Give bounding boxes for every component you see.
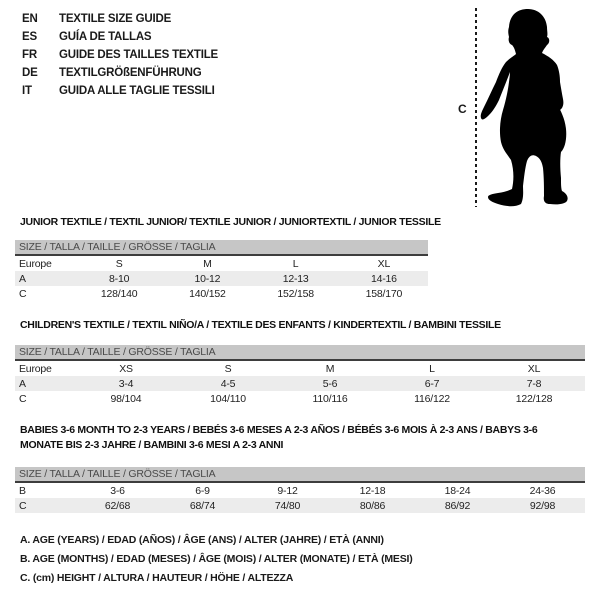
language-row xyxy=(22,82,218,100)
language-row xyxy=(22,46,218,64)
cell-value: 7-8 xyxy=(526,377,542,390)
junior-size-table xyxy=(15,240,428,301)
table-row xyxy=(15,498,585,513)
cell-value: 12-13 xyxy=(282,272,309,285)
cell-value: 10-12 xyxy=(194,272,221,285)
cell-value: 110/116 xyxy=(312,392,348,405)
cell-value: S xyxy=(115,257,123,270)
cell-value: 4-5 xyxy=(220,377,236,390)
cell-value: 8-10 xyxy=(109,272,130,285)
language-legend xyxy=(22,10,218,100)
babies-size-table xyxy=(15,467,585,513)
cell-value: 3-6 xyxy=(110,484,125,497)
row-label: A xyxy=(19,377,26,390)
table-row xyxy=(15,256,428,271)
cell-value: S xyxy=(224,362,232,375)
table-row xyxy=(15,286,428,301)
cell-value: M xyxy=(203,257,212,270)
baby-silhouette xyxy=(481,9,568,206)
note-age-months: B. AGE (MONTHS) / EDAD (MESES) / ÂGE (MOIS) / ALTER (MONATE) / ETÀ (MESI) xyxy=(20,553,413,565)
cell-value: XL xyxy=(377,257,391,270)
cell-value: L xyxy=(429,362,435,375)
cell-value: 128/140 xyxy=(100,287,138,300)
language-title: GUIDE DES TAILLES TEXTILE xyxy=(59,49,218,61)
cell-value: 104/110 xyxy=(210,392,246,405)
cell-value: 158/170 xyxy=(365,287,403,300)
babies-table-rows xyxy=(15,483,585,513)
size-header-band: SIZE / TALLA / TAILLE / GRÖSSE / TAGLIA xyxy=(15,345,585,361)
cell-value: 12-18 xyxy=(359,484,386,497)
row-label: A xyxy=(19,272,26,285)
cell-value: 68/74 xyxy=(189,499,216,512)
row-label: Europe xyxy=(19,257,52,270)
row-label: Europe xyxy=(19,362,52,375)
cell-value: 6-7 xyxy=(424,377,440,390)
note-height: C. (cm) HEIGHT / ALTURA / HAUTEUR / HÖHE / ALTEZZA xyxy=(20,572,294,584)
language-title: GUIDA ALLE TAGLIE TESSILI xyxy=(59,85,215,97)
cell-value: 86/92 xyxy=(444,499,471,512)
cell-value: 14-16 xyxy=(370,272,397,285)
language-title: TEXTILGRÖßENFÜHRUNG xyxy=(59,67,202,79)
language-row xyxy=(22,10,218,28)
cell-value: 98/104 xyxy=(110,392,142,405)
children-table-rows xyxy=(15,361,585,406)
cell-value: 18-24 xyxy=(444,484,471,497)
cell-value: 74/80 xyxy=(274,499,301,512)
table-row xyxy=(15,271,428,286)
junior-table-title: JUNIOR TEXTILE / TEXTIL JUNIOR/ TEXTILE JUNIOR / JUNIORTEXTIL / JUNIOR TESSILE xyxy=(20,216,441,228)
cell-value: 9-12 xyxy=(277,484,298,497)
language-title: TEXTILE SIZE GUIDE xyxy=(59,13,172,25)
cell-value: 122/128 xyxy=(515,392,553,405)
cell-value: M xyxy=(325,362,335,375)
language-title: GUÍA DE TALLAS xyxy=(59,31,152,43)
cell-value: 62/68 xyxy=(104,499,131,512)
legend-notes xyxy=(20,531,413,588)
language-code: DE xyxy=(22,67,38,79)
height-figure xyxy=(450,0,600,215)
cell-value: XL xyxy=(527,362,541,375)
cell-value: 5-6 xyxy=(322,377,338,390)
row-label: C xyxy=(19,499,27,512)
size-header-band: SIZE / TALLA / TAILLE / GRÖSSE / TAGLIA xyxy=(15,240,428,256)
language-code: ES xyxy=(22,31,37,43)
row-label: C xyxy=(19,392,27,405)
note-age-years: A. AGE (YEARS) / EDAD (AÑOS) / ÂGE (ANS) / ALTER (JAHRE) / ETÀ (ANNI) xyxy=(20,534,384,546)
children-table-title: CHILDREN'S TEXTILE / TEXTIL NIÑO/A / TEXTILE DES ENFANTS / KINDERTEXTIL / BAMBINI TESSILE xyxy=(20,319,501,331)
babies-table-title: BABIES 3-6 MONTH TO 2-3 YEARS / BEBÉS 3-6 MESES A 2-3 AÑOS / BÉBÉS 3-6 MOIS À 2-3 ANS / BABYS 3-6 MONATE BIS 2-3 JAHRE / BAMBINI 3-6 MESI A 2-3 ANNI xyxy=(20,424,538,451)
language-code: EN xyxy=(22,13,38,25)
cell-value: 140/152 xyxy=(189,287,226,300)
cell-value: 152/158 xyxy=(277,287,314,300)
cell-value: 3-4 xyxy=(118,377,134,390)
language-row xyxy=(22,64,218,82)
cell-value: 80/86 xyxy=(359,499,386,512)
height-measure-label: C xyxy=(458,102,467,116)
cell-value: 24-36 xyxy=(529,484,556,497)
table-row xyxy=(15,391,585,406)
cell-value: 116/122 xyxy=(414,392,450,405)
cell-value: XS xyxy=(119,362,133,375)
language-code: FR xyxy=(22,49,37,61)
cell-value: 6-9 xyxy=(195,484,210,497)
toddler-silhouette-svg xyxy=(470,0,600,215)
row-label: C xyxy=(19,287,27,300)
language-row xyxy=(22,28,218,46)
size-header-band: SIZE / TALLA / TAILLE / GRÖSSE / TAGLIA xyxy=(15,467,585,483)
language-code: IT xyxy=(22,85,32,97)
table-row xyxy=(15,361,585,376)
row-label: B xyxy=(19,484,26,497)
junior-table-rows xyxy=(15,256,428,301)
cell-value: 92/98 xyxy=(529,499,556,512)
cell-value: L xyxy=(292,257,299,270)
children-size-table xyxy=(15,345,585,406)
table-row xyxy=(15,376,585,391)
table-row xyxy=(15,483,585,498)
